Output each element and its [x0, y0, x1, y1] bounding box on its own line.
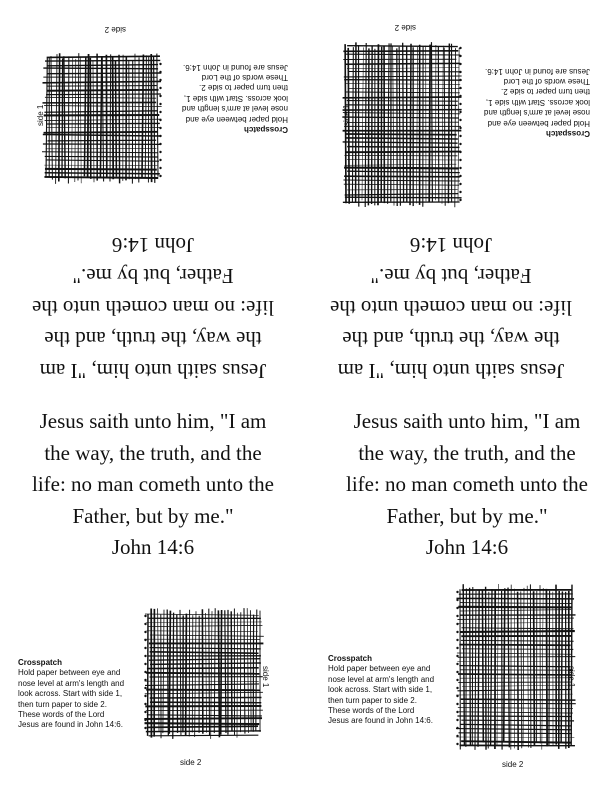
verse-text — [0, 406, 306, 564]
pattern-dot — [456, 607, 458, 609]
pattern-line — [173, 613, 174, 739]
pattern-line — [344, 176, 460, 177]
pattern-line — [546, 589, 547, 746]
instructions-title: Crosspatch — [545, 129, 590, 138]
verse-line: Father, but by me." — [72, 503, 234, 528]
pattern-dot — [144, 623, 146, 625]
pattern-dot — [159, 95, 161, 97]
side2-label: side 2 — [180, 758, 202, 767]
pattern-line — [458, 674, 571, 675]
pattern-line — [345, 194, 459, 195]
pattern-dot — [456, 695, 458, 697]
pattern-line — [549, 591, 550, 746]
pattern-dot — [456, 719, 458, 721]
pattern-dot — [459, 143, 461, 145]
pattern-dot — [144, 711, 146, 713]
pattern-line — [119, 55, 120, 184]
pattern-line — [72, 58, 73, 177]
pattern-dot — [456, 679, 458, 681]
pattern-line — [51, 56, 52, 179]
pattern-dot — [459, 71, 461, 73]
verse-line: life: no man cometh unto the — [329, 296, 573, 320]
pattern-line — [456, 729, 571, 730]
pattern-line — [214, 608, 215, 733]
pattern-dot — [144, 647, 146, 649]
verse-line: life: no man cometh unto the — [345, 472, 589, 496]
pattern-line — [458, 48, 459, 201]
pattern-line — [534, 591, 535, 745]
pattern-line — [463, 584, 464, 745]
pattern-dot — [456, 639, 458, 641]
pattern-line — [365, 43, 366, 207]
pattern-line — [144, 718, 262, 719]
pattern-dot — [456, 663, 458, 665]
pattern-dot — [456, 615, 458, 617]
pattern-line — [46, 94, 161, 95]
pattern-line — [147, 631, 259, 632]
pattern-line — [461, 720, 574, 721]
pattern-dot — [456, 599, 458, 601]
pattern-dot — [144, 695, 146, 697]
pattern-line — [459, 733, 573, 734]
pattern-line — [231, 611, 232, 731]
verse-line: Jesus saith unto him, "I am — [39, 409, 267, 433]
pattern-line — [346, 105, 458, 106]
pattern-line — [462, 649, 574, 650]
pattern-dot — [459, 159, 461, 161]
pattern-line — [211, 611, 212, 739]
pattern-line — [45, 60, 160, 61]
pattern-line — [146, 690, 260, 691]
pattern-line — [345, 63, 460, 64]
pattern-dot — [459, 111, 461, 113]
pattern-dot — [144, 663, 146, 665]
crosspatch-puzzle — [456, 582, 576, 752]
pattern-dot — [144, 631, 146, 633]
instructions-title: Crosspatch — [243, 125, 288, 134]
pattern-line — [146, 731, 261, 732]
pattern-line — [145, 55, 146, 178]
verse-reference: John 14:6 — [425, 535, 509, 559]
verse-reference: John 14:6 — [111, 233, 195, 257]
instructions-body: Hold paper between eye and nose level at arm's length and look across. Start with side 1, then turn paper to side 2. These words of the Lord Jesus are found in John 14:6. — [181, 62, 288, 124]
instructions — [18, 658, 126, 731]
verse-line: life: no man cometh unto the — [31, 472, 275, 496]
card-bottom-left — [0, 396, 306, 792]
pattern-dot — [159, 103, 161, 105]
pattern-dot — [144, 615, 146, 617]
pattern-line — [225, 610, 226, 733]
verse-line: the way, the truth, and the — [358, 440, 576, 465]
pattern-dot — [159, 119, 161, 121]
pattern-line — [346, 54, 461, 55]
pattern-dot — [456, 671, 458, 673]
instructions-body: Hold paper between eye and nose level at arm's length and look across. Start with side 1, then turn paper to side 2. These words of the Lord Jesus are found in John 14:6. — [328, 664, 435, 726]
pattern-line — [346, 134, 457, 135]
pattern-line — [459, 645, 570, 646]
pattern-dot — [144, 727, 146, 729]
pattern-line — [442, 46, 443, 204]
pattern-dot — [459, 151, 461, 153]
pattern-dot — [459, 87, 461, 89]
pattern-line — [362, 47, 363, 200]
pattern-line — [148, 625, 262, 626]
pattern-line — [45, 173, 160, 174]
pattern-line — [44, 177, 158, 178]
pattern-dot — [456, 735, 458, 737]
pattern-line — [47, 140, 156, 141]
pattern-dot — [456, 647, 458, 649]
pattern-dot — [459, 183, 461, 185]
pattern-line — [47, 123, 160, 124]
pattern-dot — [456, 655, 458, 657]
pattern-line — [347, 46, 458, 47]
pattern-dot — [159, 175, 161, 177]
side1-label: side 1 — [567, 666, 576, 688]
pattern-dot — [159, 151, 161, 153]
pattern-line — [244, 608, 245, 734]
pattern-dot — [456, 591, 458, 593]
crosspatch-puzzle — [42, 51, 162, 186]
pattern-line — [416, 47, 417, 204]
pattern-dot — [456, 727, 458, 729]
instructions-title: Crosspatch — [328, 654, 373, 663]
pattern-dot — [459, 55, 461, 57]
pattern-line — [466, 588, 467, 746]
pattern-dot — [159, 135, 161, 137]
pattern-dot — [159, 111, 161, 113]
pattern-line — [209, 609, 210, 735]
instructions — [482, 65, 590, 138]
verse-line: the way, the truth, and the — [44, 327, 262, 352]
pattern-line — [256, 610, 257, 732]
pattern-line — [62, 58, 63, 177]
instructions-body: Hold paper between eye and nose level at arm's length and look across. Start with side 1, then turn paper to side 2. These words of the Lord Jesus are found in John 14:6. — [483, 66, 590, 128]
side1-label: side 1 — [36, 104, 45, 126]
crosspatch-puzzle — [144, 606, 264, 741]
pattern-line — [186, 614, 187, 736]
pattern-line — [250, 610, 251, 731]
pattern-line — [45, 156, 158, 157]
pattern-dot — [159, 71, 161, 73]
pattern-dot — [144, 671, 146, 673]
pattern-dot — [159, 127, 161, 129]
pattern-line — [342, 117, 458, 118]
crosspatch-puzzle — [342, 40, 462, 210]
pattern-dot — [144, 703, 146, 705]
pattern-dot — [459, 119, 461, 121]
pattern-line — [343, 97, 462, 98]
pattern-line — [345, 92, 460, 93]
pattern-line — [388, 43, 389, 203]
verse-line: life: no man cometh unto the — [31, 296, 275, 320]
verse-line: the way, the truth, and the — [342, 327, 560, 352]
verse-line: Father, but by me." — [72, 264, 234, 289]
pattern-line — [44, 132, 158, 133]
pattern-dot — [144, 679, 146, 681]
pattern-line — [458, 622, 572, 623]
instructions-title: Crosspatch — [18, 658, 63, 667]
pattern-line — [346, 138, 457, 139]
pattern-line — [393, 46, 394, 206]
pattern-dot — [459, 191, 461, 193]
pattern-dot — [144, 639, 146, 641]
verse-line: Father, but by me." — [386, 503, 548, 528]
pattern-line — [145, 723, 260, 724]
pattern-dot — [144, 719, 146, 721]
pattern-line — [78, 53, 79, 180]
pattern-dot — [456, 687, 458, 689]
verse-line: the way, the truth, and the — [44, 440, 262, 465]
pattern-line — [470, 588, 471, 746]
pattern-dot — [144, 687, 146, 689]
pattern-line — [460, 724, 572, 725]
pattern-dot — [459, 79, 461, 81]
verse-line: Jesus saith unto him, "I am — [39, 359, 267, 383]
verse-reference: John 14:6 — [409, 233, 493, 257]
pattern-line — [458, 657, 575, 658]
pattern-line — [102, 57, 103, 181]
pattern-dot — [459, 95, 461, 97]
pattern-dot — [456, 743, 458, 745]
pattern-dot — [159, 63, 161, 65]
pattern-line — [461, 699, 576, 700]
pattern-line — [150, 697, 262, 698]
verse-text — [0, 229, 306, 387]
pattern-line — [429, 45, 430, 203]
pattern-line — [149, 735, 259, 736]
pattern-dot — [159, 159, 161, 161]
verse-reference: John 14:6 — [111, 535, 195, 559]
pattern-dot — [459, 167, 461, 169]
verse-text — [306, 229, 604, 387]
side1-label: side 1 — [261, 666, 270, 688]
pattern-line — [352, 47, 353, 202]
pattern-line — [343, 142, 458, 143]
pattern-dot — [159, 87, 161, 89]
pattern-line — [247, 608, 248, 733]
verse-line: Jesus saith unto him, "I am — [337, 359, 565, 383]
pattern-dot — [459, 63, 461, 65]
pattern-dot — [459, 103, 461, 105]
pattern-line — [84, 57, 85, 176]
pattern-line — [508, 588, 509, 748]
pattern-dot — [456, 631, 458, 633]
pattern-dot — [459, 135, 461, 137]
pattern-line — [457, 689, 570, 690]
pattern-dot — [459, 127, 461, 129]
pattern-line — [146, 673, 259, 674]
pattern-line — [458, 607, 572, 608]
side2-label: side 2 — [502, 760, 524, 769]
pattern-line — [100, 56, 101, 176]
verse-line: Father, but by me." — [370, 264, 532, 289]
pattern-dot — [456, 703, 458, 705]
pattern-dot — [459, 199, 461, 201]
pattern-line — [504, 588, 505, 742]
pattern-dot — [159, 143, 161, 145]
pattern-line — [145, 684, 259, 685]
pattern-line — [346, 152, 461, 153]
pattern-line — [150, 652, 259, 653]
pattern-line — [47, 73, 161, 74]
pattern-line — [343, 51, 458, 52]
pattern-line — [460, 603, 572, 604]
pattern-line — [45, 169, 157, 170]
pattern-line — [47, 86, 157, 87]
pattern-dot — [159, 167, 161, 169]
pattern-dot — [459, 47, 461, 49]
instructions — [328, 654, 436, 727]
instructions-body: Hold paper between eye and nose level at arm's length and look across. Start with side 1, then turn paper to side 2. These words of the Lord Jesus are found in John 14:6. — [18, 668, 125, 730]
pattern-line — [43, 68, 158, 69]
pattern-line — [347, 101, 458, 102]
pattern-line — [344, 168, 459, 169]
pattern-dot — [456, 711, 458, 713]
pattern-line — [47, 90, 159, 91]
pattern-dot — [159, 79, 161, 81]
pattern-line — [44, 111, 157, 112]
verse-line: Jesus saith unto him, "I am — [353, 409, 581, 433]
pattern-line — [145, 692, 263, 693]
card-bottom-right — [306, 396, 612, 792]
pattern-line — [147, 726, 258, 727]
pattern-dot — [456, 623, 458, 625]
instructions — [180, 61, 288, 134]
side1-label: side 1 — [342, 104, 351, 126]
pattern-dot — [144, 655, 146, 657]
pattern-line — [59, 53, 60, 181]
verse-text — [314, 406, 612, 564]
pattern-line — [344, 80, 462, 81]
card-top-right — [306, 0, 612, 396]
side2-label: side 2 — [104, 25, 126, 34]
pattern-line — [347, 171, 460, 172]
pattern-line — [93, 61, 94, 182]
pattern-line — [461, 631, 575, 632]
pattern-line — [147, 668, 259, 669]
card-top-left — [0, 0, 306, 396]
pattern-line — [345, 197, 462, 198]
pattern-dot — [459, 175, 461, 177]
pattern-line — [478, 589, 479, 746]
pattern-line — [491, 589, 492, 745]
side2-label: side 2 — [394, 23, 416, 32]
pattern-line — [431, 42, 432, 201]
pattern-line — [347, 147, 459, 148]
pattern-line — [46, 58, 47, 177]
